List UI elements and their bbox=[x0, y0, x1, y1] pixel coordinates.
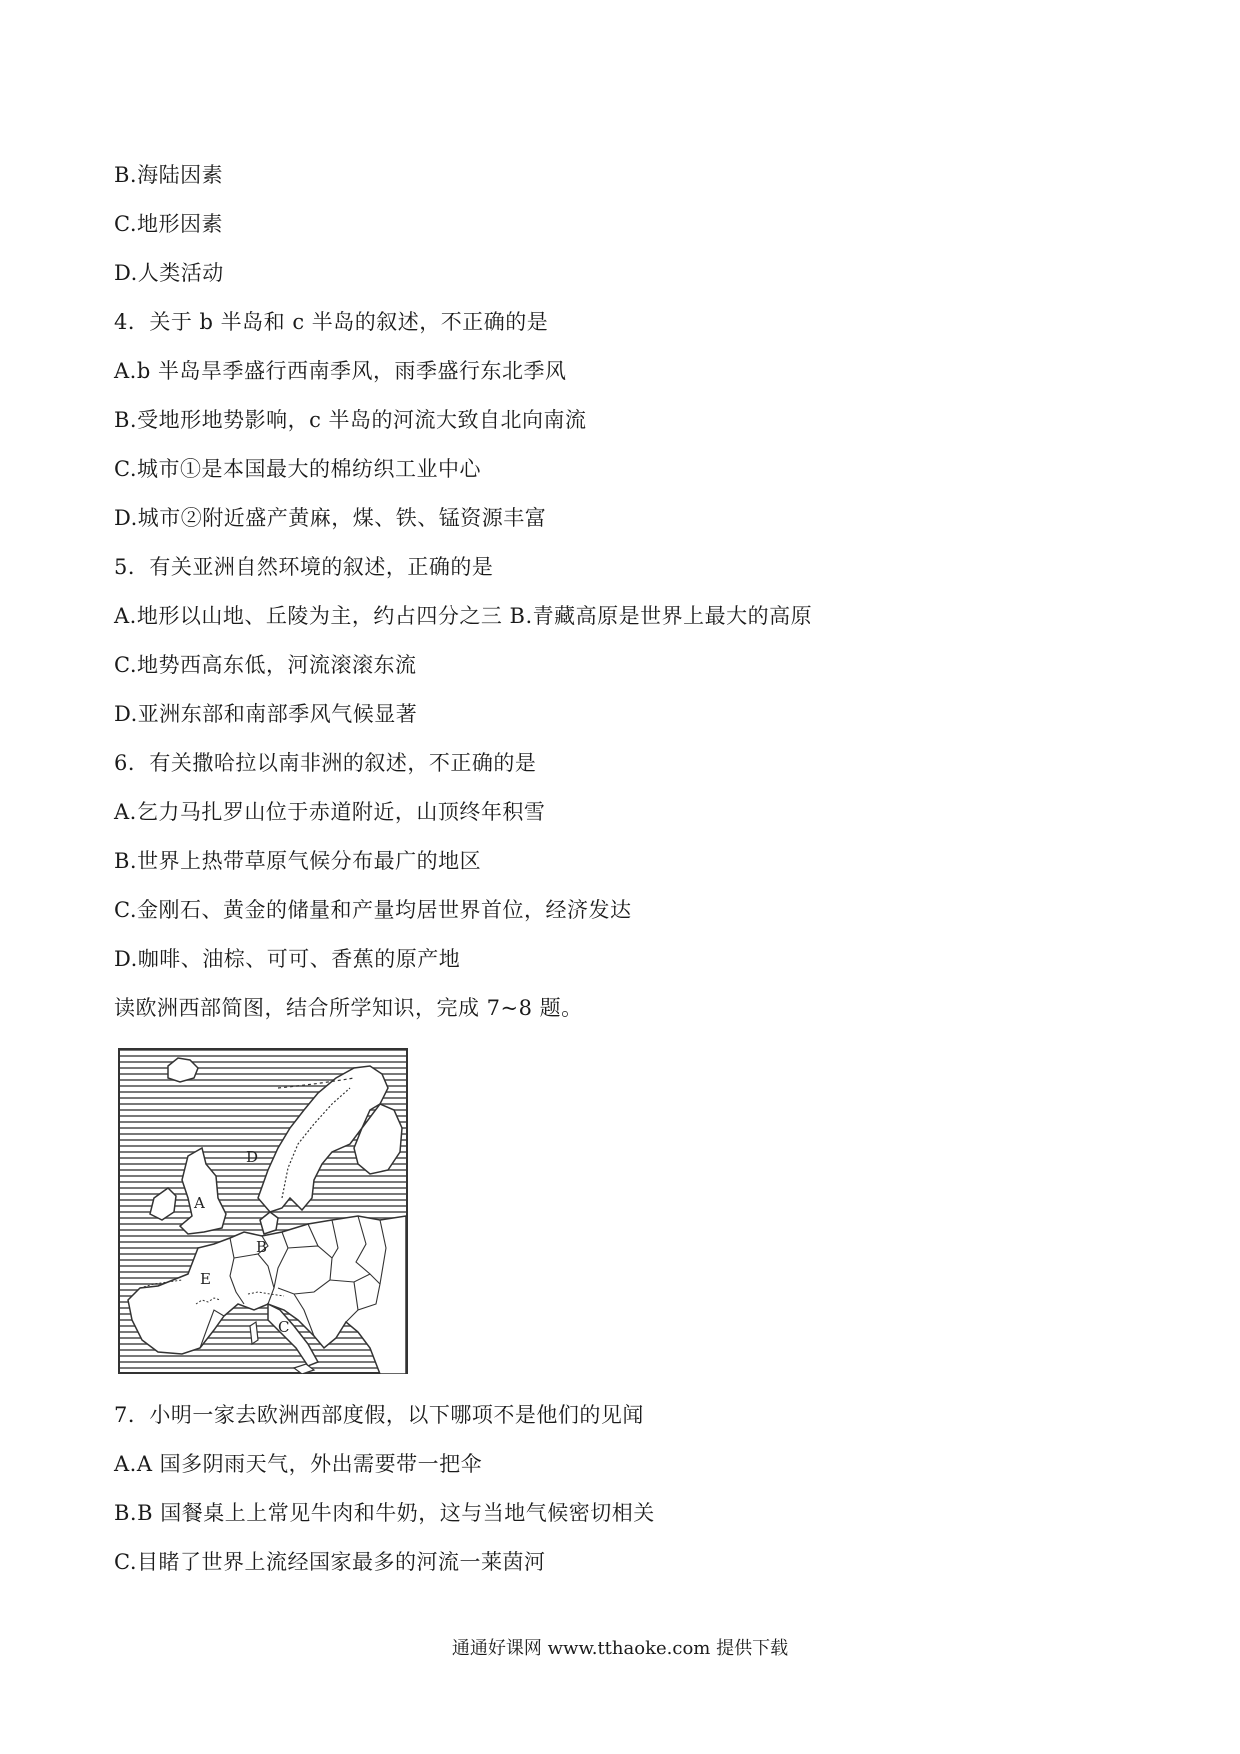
option-3d: D.人类活动 bbox=[114, 261, 224, 285]
option-7b: B.B 国餐桌上上常见牛肉和牛奶，这与当地气候密切相关 bbox=[114, 1501, 655, 1525]
option-4c: C.城市①是本国最大的棉纺织工业中心 bbox=[114, 457, 481, 481]
question-5: 5．有关亚洲自然环境的叙述，正确的是 bbox=[114, 555, 494, 579]
question-7: 7．小明一家去欧洲西部度假，以下哪项不是他们的见闻 bbox=[114, 1403, 644, 1427]
map-label-d: D bbox=[246, 1148, 259, 1166]
option-6c: C.金刚石、黄金的储量和产量均居世界首位，经济发达 bbox=[114, 898, 632, 922]
option-5d: D.亚洲东部和南部季风气候显著 bbox=[114, 702, 418, 726]
western-europe-map bbox=[118, 1048, 408, 1374]
option-5ab: A.地形以山地、丘陵为主，约占四分之三 B.青藏高原是世界上最大的高原 bbox=[114, 604, 813, 628]
option-6b: B.世界上热带草原气候分布最广的地区 bbox=[114, 849, 482, 873]
question-6: 6．有关撒哈拉以南非洲的叙述，不正确的是 bbox=[114, 751, 537, 775]
option-4a: A.b 半岛旱季盛行西南季风，雨季盛行东北季风 bbox=[114, 359, 567, 383]
option-7c: C.目睹了世界上流经国家最多的河流一莱茵河 bbox=[114, 1550, 546, 1574]
option-4d: D.城市②附近盛产黄麻，煤、铁、锰资源丰富 bbox=[114, 506, 547, 530]
option-5c: C.地势西高东低，河流滚滚东流 bbox=[114, 653, 417, 677]
map-label-a: A bbox=[194, 1194, 205, 1212]
map-label-c: C bbox=[278, 1318, 290, 1336]
page-footer: 通通好课网 www.tthaoke.com 提供下载 bbox=[451, 1638, 789, 1659]
option-3b: B.海陆因素 bbox=[114, 163, 224, 187]
option-7a: A.A 国多阴雨天气，外出需要带一把伞 bbox=[114, 1452, 483, 1476]
map-label-b: B bbox=[256, 1238, 268, 1256]
option-4b: B.受地形地势影响，c 半岛的河流大致自北向南流 bbox=[114, 408, 587, 432]
map-label-e: E bbox=[200, 1270, 211, 1288]
option-6a: A.乞力马扎罗山位于赤道附近，山顶终年积雪 bbox=[114, 800, 546, 824]
map-intro: 读欧洲西部简图，结合所学知识，完成 7~8 题。 bbox=[114, 996, 583, 1020]
option-3c: C.地形因素 bbox=[114, 212, 223, 236]
question-4: 4．关于 b 半岛和 c 半岛的叙述，不正确的是 bbox=[114, 310, 549, 334]
option-6d: D.咖啡、油棕、可可、香蕉的原产地 bbox=[114, 947, 461, 971]
